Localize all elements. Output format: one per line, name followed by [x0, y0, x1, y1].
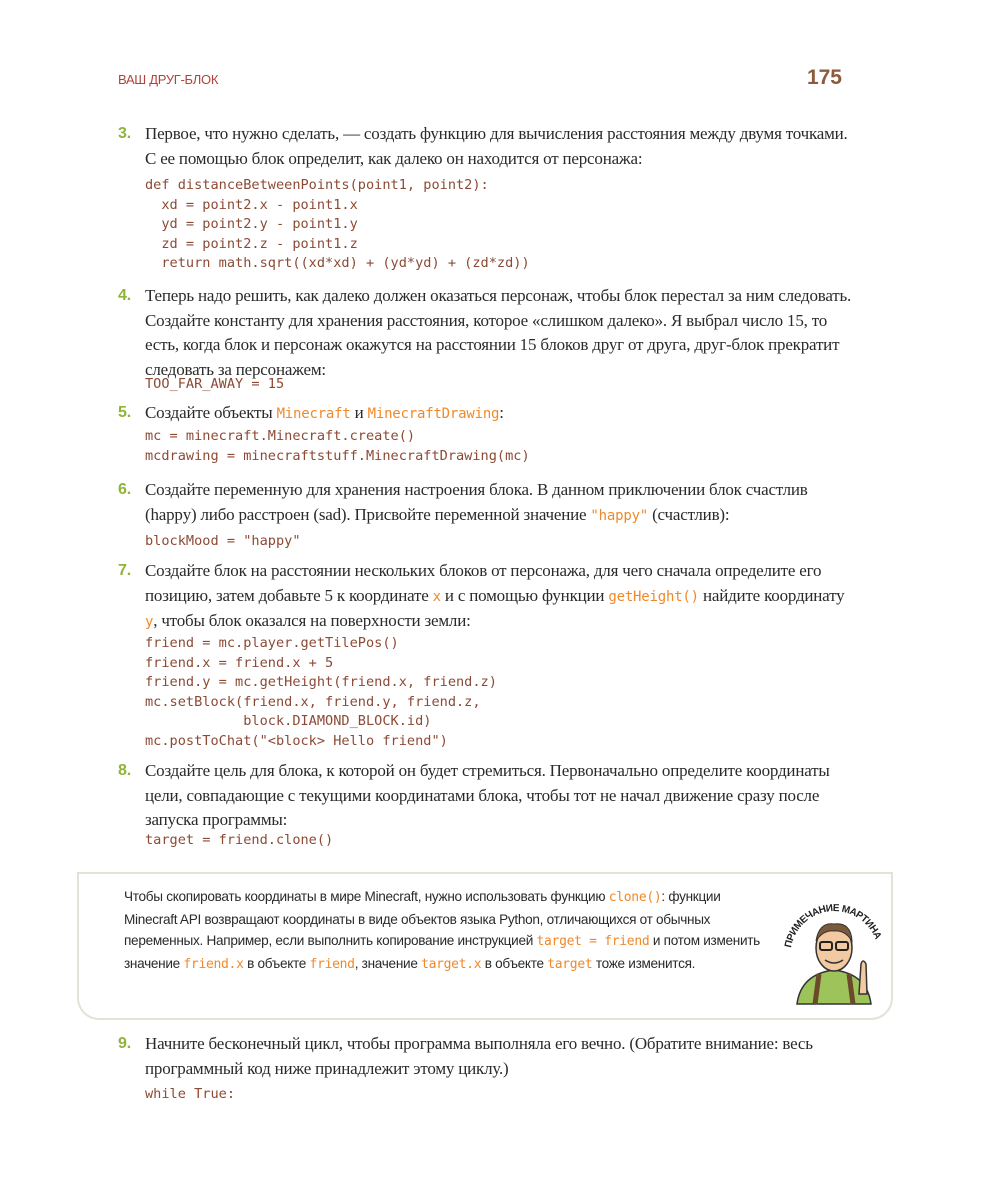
step-text: и	[350, 403, 368, 422]
inline-code: Minecraft	[276, 406, 351, 422]
inline-code: target = friend	[536, 934, 650, 949]
code-block: target = friend.clone()	[145, 832, 334, 848]
step-number: 7.	[118, 562, 131, 579]
inline-code: target.x	[421, 956, 482, 972]
note-text: Чтобы скопировать координаты в мире Minecraft, нужно использовать функцию clone(): функции Minecraft API возвращают координаты в виде объектов языка Python, отличающихся от обычных переменных. Например, если выполнить копирование инструкцией target = friend и потом изменить значение friend.x в объекте friend, значение target.x в объекте target тоже изменится.	[124, 889, 760, 972]
step-number: 4.	[118, 287, 131, 304]
inline-code: friend.x	[183, 956, 244, 972]
code-block: TOO_FAR_AWAY = 15	[145, 376, 285, 392]
step-7	[118, 559, 857, 635]
inline-code: getHeight()	[608, 588, 699, 605]
code-block: friend = mc.player.getTilePos() friend.x = friend.x + 5 friend.y = mc.getHeight(friend.x, friend.z) mc.setBlock(friend.x, friend.y, friend.z, block.DIAMOND_BLOCK.id) mc.postToChat("<block> Hello friend")	[145, 635, 497, 749]
inline-code: x	[432, 588, 441, 605]
step-text: Начните бесконечный цикл, чтобы программа выполняла его вечно. (Обратите внимание: весь программный код ниже принадлежит этому циклу.)	[145, 1034, 813, 1078]
code-block: def distanceBetweenPoints(point1, point2): xd = point2.x - point1.x yd = point2.y - point1.y zd = point2.z - point1.z return math.sqrt((xd*xd) + (yd*yd) + (zd*zd))	[145, 177, 530, 272]
step-number: 5.	[118, 404, 131, 421]
step-text: и с помощью функции	[440, 585, 609, 605]
note-badge: ПРИМЕЧАНИЕ МАРТИНА	[783, 903, 883, 949]
step-text: Создайте объекты	[145, 403, 277, 422]
step-5	[118, 401, 857, 427]
code-block: while True:	[145, 1086, 236, 1102]
martin-note-box	[77, 872, 893, 1020]
step-text: Создайте блок на расстоянии нескольких блоков от персонажа, для чего сначала определите его позицию, затем добавьте 5 к координате	[145, 561, 822, 605]
step-text: Создайте цель для блока, к которой он будет стремиться. Первоначально определите координаты цели, совпадающие с текущими координатами блока, чтобы тот не начал движение сразу после запуска программы:	[145, 761, 830, 829]
inline-code: "happy"	[590, 507, 649, 524]
page-number: 175	[806, 66, 842, 89]
step-number: 9.	[118, 1035, 131, 1052]
step-4	[118, 284, 857, 382]
step-3	[118, 122, 857, 171]
step-9	[118, 1032, 857, 1081]
step-text: Теперь надо решить, как далеко должен оказаться персонаж, чтобы блок перестал за ним следовать. Создайте константу для хранения расстояния, которое «слишком далеко». Я выбрал число 15, то есть, когда блок и персонаж окажутся на расстоянии 15 блоков друг от друга, друг-блок прекратит следовать за персонажем:	[145, 286, 852, 379]
running-header: ВАШ ДРУГ-БЛОК	[118, 72, 219, 87]
step-text: Создайте переменную для хранения настроения блока. В данном приключении блок счастлив (happy) либо расстроен (sad). Присвойте переменной значение	[145, 480, 808, 524]
inline-code: MinecraftDrawing	[367, 406, 500, 422]
step-text: :	[499, 403, 504, 422]
inline-code: y	[145, 614, 154, 630]
martin-avatar-icon	[779, 886, 889, 1006]
inline-code: clone()	[608, 890, 662, 905]
step-text: Первое, что нужно сделать, — создать функцию для вычисления расстояния между двумя точками. С ее помощью блок определит, как далеко он находится от персонажа:	[145, 124, 848, 168]
step-number: 8.	[118, 762, 131, 779]
step-8	[118, 759, 857, 833]
step-6	[118, 478, 857, 528]
step-text: (счастлив):	[648, 504, 730, 524]
step-text: , чтобы блок оказался на поверхности земли:	[153, 611, 471, 630]
code-block: blockMood = "happy"	[145, 533, 301, 549]
step-text: найдите координату	[698, 585, 845, 605]
code-block: mc = minecraft.Minecraft.create() mcdrawing = minecraftstuff.MinecraftDrawing(mc)	[145, 428, 530, 464]
step-number: 6.	[118, 481, 131, 498]
step-number: 3.	[118, 125, 131, 142]
inline-code: friend	[309, 956, 355, 972]
inline-code: target	[547, 956, 593, 972]
